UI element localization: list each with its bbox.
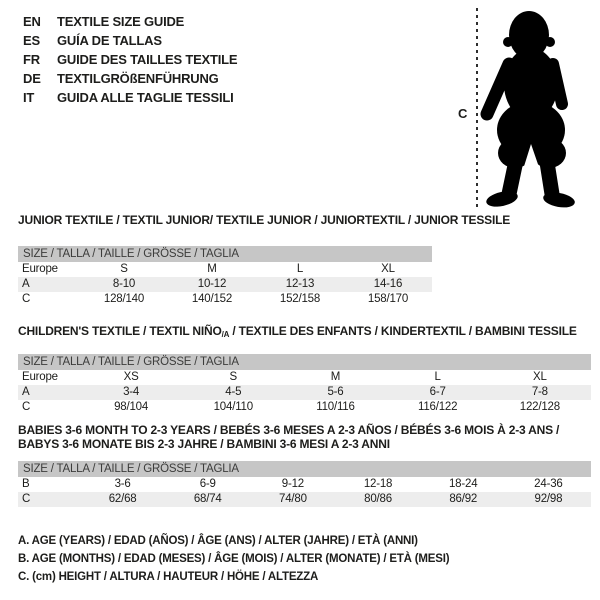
size-table-row [18, 400, 591, 415]
size-table-row [18, 292, 432, 307]
size-cell: 24-36 [534, 478, 563, 490]
size-cell: 152/158 [279, 293, 321, 305]
size-table-row [18, 477, 591, 492]
size-header-bar: SIZE / TALLA / TAILLE / GRÖSSE / TAGLIA [18, 461, 591, 477]
guide-title: GUÍA DE TALLAS [57, 33, 162, 48]
row-label: C [22, 401, 31, 413]
language-code: DE [23, 71, 41, 86]
section-title-subscript: /A [221, 330, 230, 339]
size-cell: 14-16 [373, 278, 403, 290]
row-label: A [22, 386, 30, 398]
size-cell: 4-5 [225, 386, 242, 398]
language-code: EN [23, 14, 41, 29]
row-label: C [22, 293, 31, 305]
section-title-line1: BABIES 3-6 MONTH TO 2-3 YEARS / BEBÉS 3-6 MESES A 2-3 AÑOS / BÉBÉS 3-6 MOIS À 2-3 ANS / [18, 423, 560, 437]
size-cell: S [120, 263, 128, 275]
size-cell: 6-7 [429, 386, 446, 398]
language-code: FR [23, 52, 40, 67]
size-cell: 3-6 [114, 478, 131, 490]
size-cell: 62/68 [108, 493, 137, 505]
legend-footnotes [18, 532, 449, 586]
section-title: JUNIOR TEXTILE / TEXTIL JUNIOR/ TEXTILE JUNIOR / JUNIORTEXTIL / JUNIOR TESSILE [18, 213, 511, 227]
size-cell: 110/116 [316, 401, 355, 413]
size-cell: 116/122 [417, 401, 458, 413]
language-row [23, 31, 237, 50]
size-cell: 3-4 [123, 386, 140, 398]
size-cell: 12-18 [363, 478, 393, 490]
size-cell: 80/86 [364, 493, 392, 505]
size-section-children [18, 324, 591, 415]
size-cell: 68/74 [193, 493, 222, 505]
size-cell: 104/110 [213, 401, 253, 413]
size-cell: 9-12 [281, 478, 304, 490]
size-cell: 12-13 [285, 278, 315, 290]
size-table-row [18, 385, 591, 400]
size-table-children [18, 370, 591, 415]
size-section-junior [18, 213, 511, 307]
size-cell: 8-10 [112, 278, 136, 290]
row-label: A [22, 278, 30, 290]
size-header-bar: SIZE / TALLA / TAILLE / GRÖSSE / TAGLIA [18, 246, 432, 262]
size-header-bar: SIZE / TALLA / TAILLE / GRÖSSE / TAGLIA [18, 354, 591, 370]
size-cell: 74/80 [279, 493, 307, 505]
size-cell: M [207, 263, 217, 275]
size-cell: 18-24 [448, 478, 478, 490]
language-row [23, 50, 237, 69]
size-cell: 5-6 [327, 386, 344, 398]
size-cell: M [330, 371, 341, 383]
size-table-babies [18, 477, 591, 507]
section-title-main: CHILDREN'S TEXTILE / TEXTIL NIÑO [18, 324, 222, 338]
language-row [23, 69, 237, 88]
toddler-silhouette [485, 11, 576, 210]
size-table-row [18, 262, 432, 277]
section-title-rest: / TEXTILE DES ENFANTS / KINDERTEXTIL / BAMBINI TESSILE [229, 324, 577, 338]
size-cell: S [229, 371, 238, 383]
size-cell: 158/170 [367, 293, 409, 305]
guide-title: GUIDE DES TAILLES TEXTILE [57, 52, 238, 67]
section-title-line2: BABYS 3-6 MONATE BIS 2-3 JAHRE / BAMBINI 3-6 MESI A 2-3 ANNI [18, 437, 390, 451]
size-cell: XL [533, 371, 547, 383]
size-cell: XS [123, 371, 139, 383]
language-code: ES [23, 33, 40, 48]
section-title [18, 324, 591, 342]
language-code: IT [23, 90, 35, 105]
size-table-row [18, 492, 591, 507]
guide-title: GUIDA ALLE TAGLIE TESSILI [57, 90, 234, 105]
size-table-row [18, 370, 591, 385]
footnote-height-cm: C. (cm) HEIGHT / ALTURA / HAUTEUR / HÖHE / ALTEZZA [18, 571, 319, 583]
size-cell: 7-8 [531, 386, 548, 398]
size-cell: 6-9 [199, 478, 216, 490]
size-cell: 98/104 [114, 401, 149, 413]
guide-title: TEXTILE SIZE GUIDE [57, 14, 185, 29]
toddler-silhouette-image [475, 6, 600, 212]
row-label: Europe [22, 371, 58, 383]
size-cell: 92/98 [534, 493, 563, 505]
language-row [23, 88, 237, 107]
row-label: Europe [22, 263, 58, 275]
size-cell: L [296, 263, 304, 275]
footnote-age-months: B. AGE (MONTHS) / EDAD (MESES) / ÂGE (MOIS) / ALTER (MONATE) / ETÀ (MESI) [18, 553, 450, 565]
size-cell: 86/92 [449, 493, 478, 505]
height-measurement-figure [450, 6, 600, 212]
size-table-junior [18, 262, 432, 307]
language-title-list [23, 12, 237, 107]
footnote-age-years: A. AGE (YEARS) / EDAD (AÑOS) / ÂGE (ANS) / ALTER (JAHRE) / ETÀ (ANNI) [18, 535, 418, 547]
size-cell: 122/128 [519, 401, 560, 413]
size-table-row [18, 277, 432, 292]
guide-title: TEXTILGRÖßENFÜHRUNG [57, 71, 219, 86]
row-label: C [22, 493, 31, 505]
height-marker-label: C [458, 106, 468, 121]
size-cell: XL [381, 263, 395, 275]
size-cell: 140/152 [191, 293, 233, 305]
language-row [23, 12, 237, 31]
size-section-babies [18, 423, 591, 507]
size-cell: L [434, 371, 441, 383]
size-cell: 128/140 [103, 293, 145, 305]
size-cell: 10-12 [197, 278, 227, 290]
row-label: B [22, 478, 30, 490]
